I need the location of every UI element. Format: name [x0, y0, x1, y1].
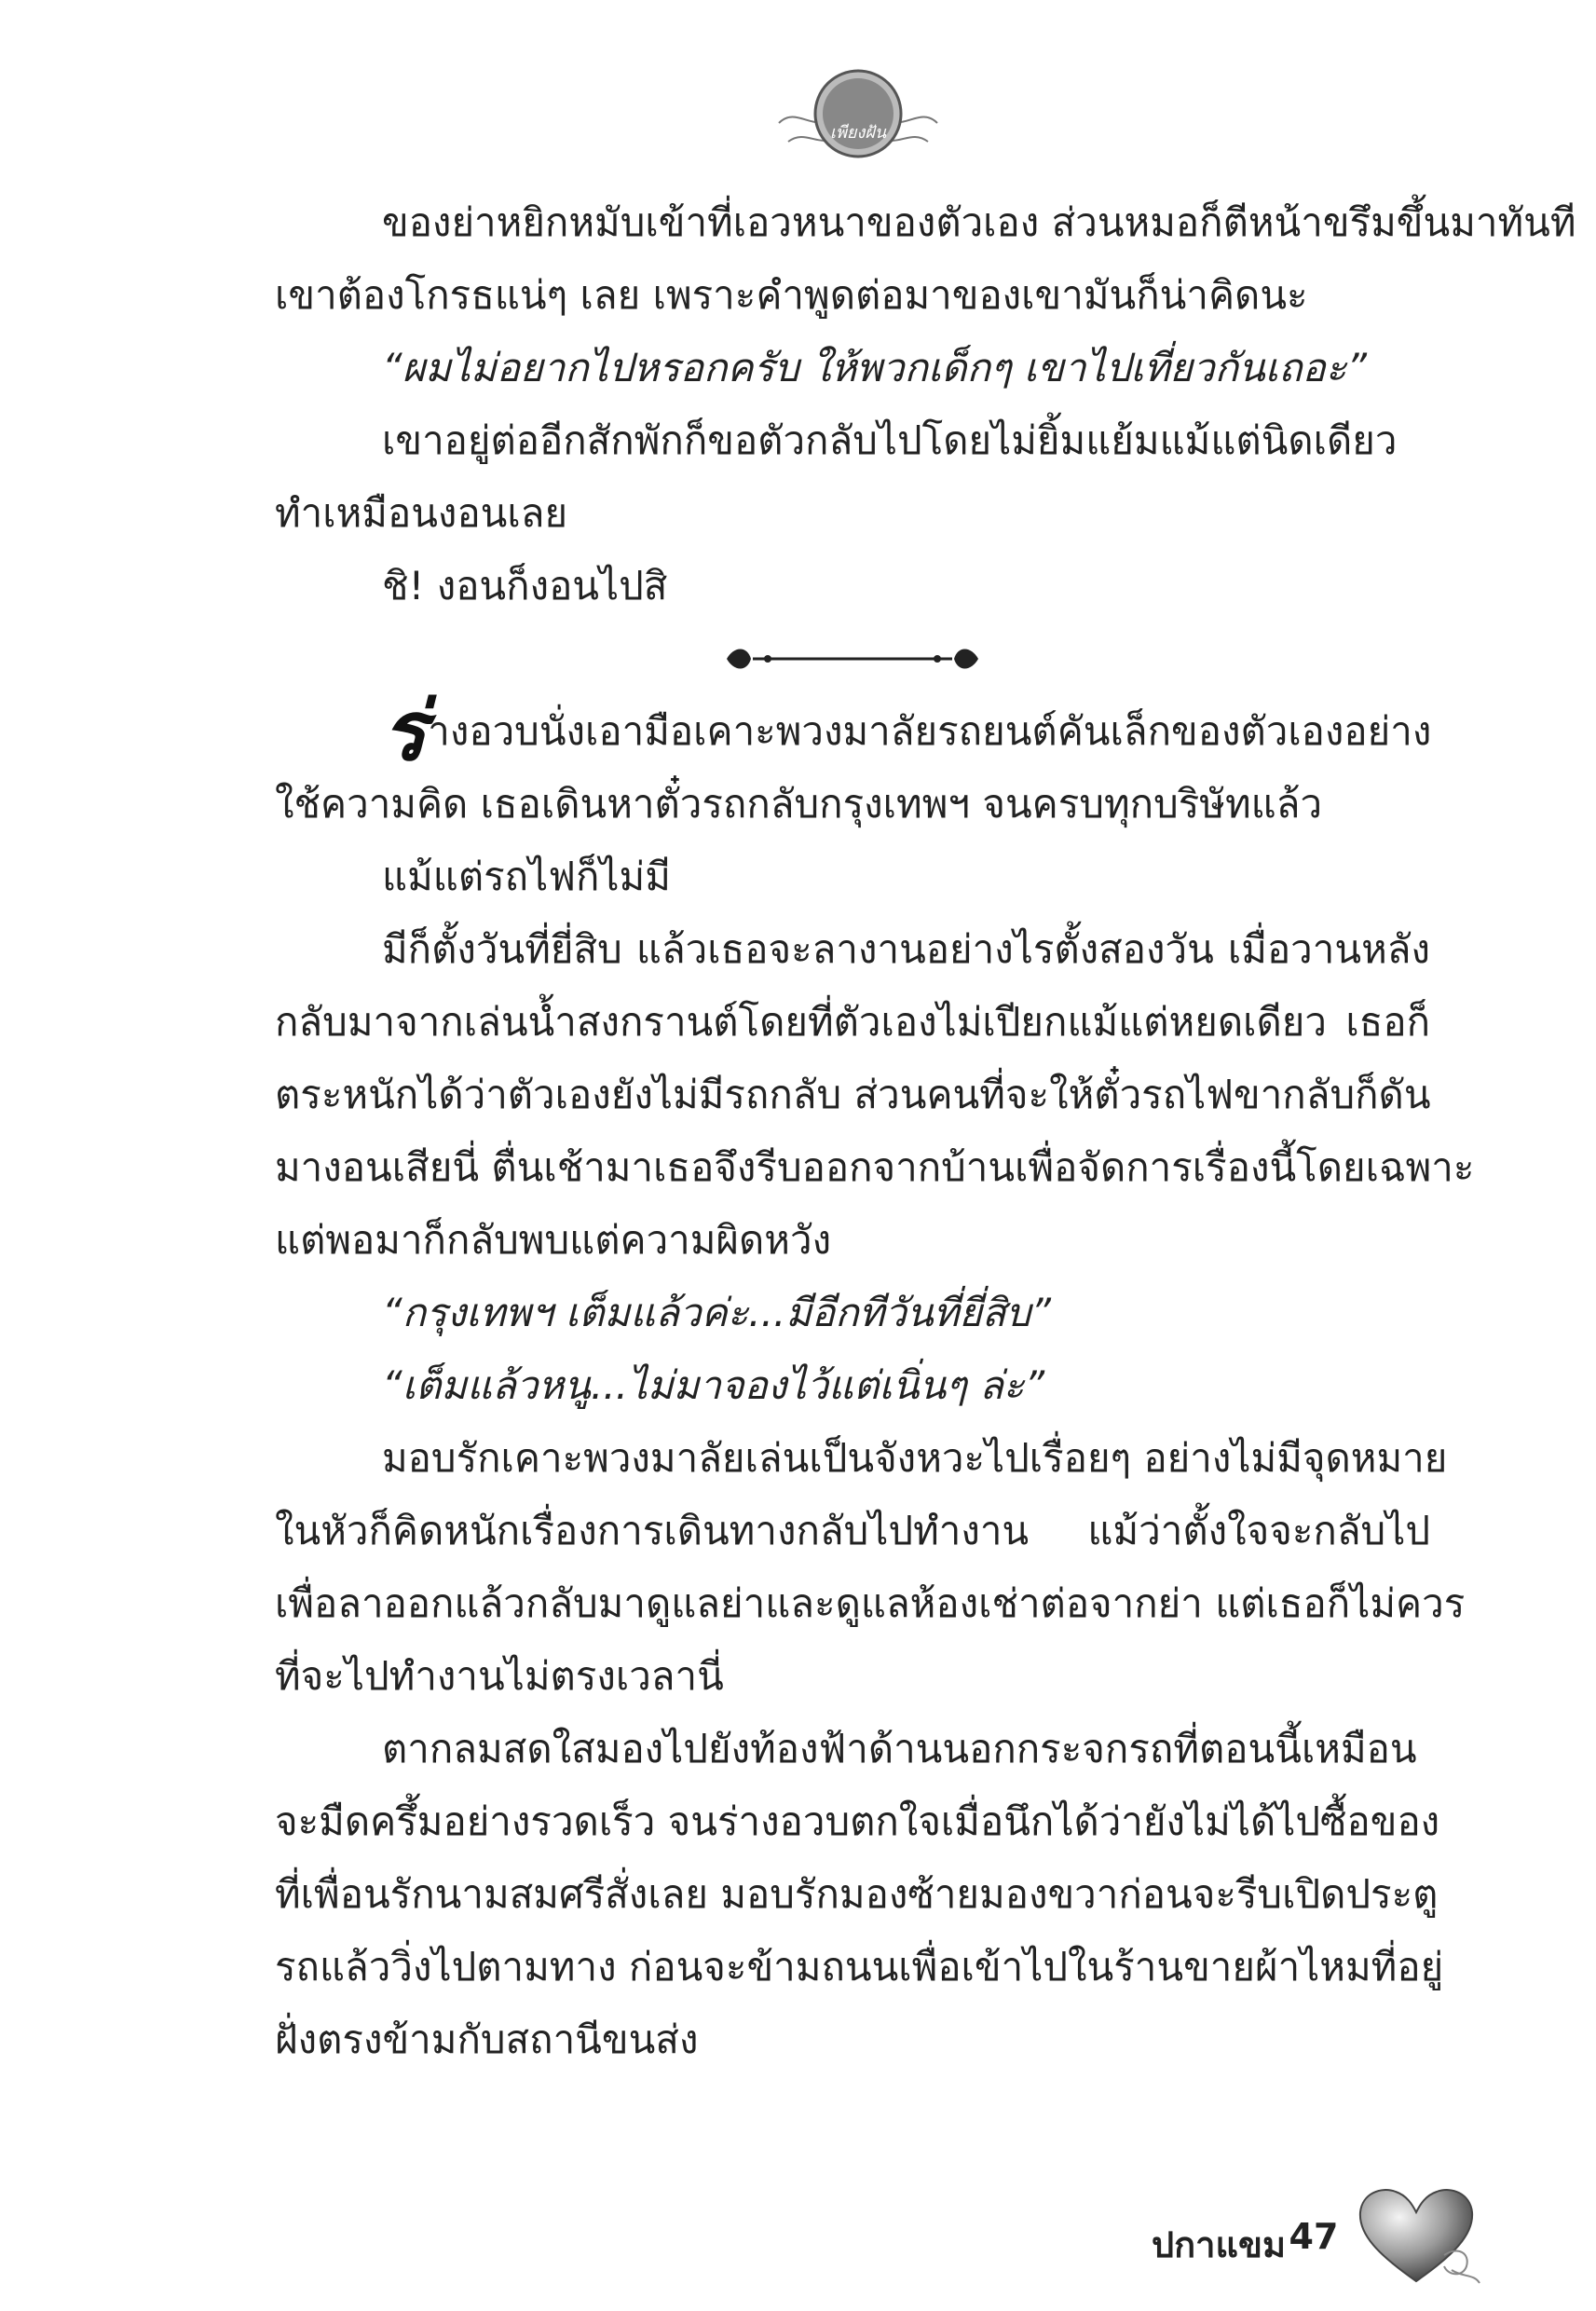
ornament-divider — [275, 622, 1430, 695]
text-line: “เต็มแล้วหนู...ไม่มาจองไว้แต่เนิ่นๆ ล่ะ” — [382, 1362, 1045, 1408]
text-line: “ผมไม่อยากไปหรอกครับ ให้พวกเด็กๆ เขาไปเที่ยวกันเถอะ” — [382, 345, 1368, 390]
text-line: มางอนเสียนี่ ตื่นเช้ามาเธอจึงรีบออกจากบ้านเพื่อจัดการเรื่องนี้โดยเฉพาะ — [275, 1144, 1475, 1190]
dropcap-line-text: างอวบนั่งเอามือเคาะพวงมาลัยรถยนต์คันเล็กของตัวเองอย่าง — [428, 708, 1432, 754]
text-line: มอบรักเคาะพวงมาลัยเล่นเป็นจังหวะไปเรื่อยๆ อย่างไม่มีจุดหมาย — [382, 1435, 1448, 1481]
text-line: “กรุงเทพฯ เต็มแล้วค่ะ...มีอีกทีวันที่ยี่สิบ” — [382, 1290, 1051, 1335]
text-line: รถแล้ววิ่งไปตามทาง ก่อนจะข้ามถนนเพื่อเข้าไปในร้านขายผ้าไหมที่อยู่ — [275, 1944, 1444, 1990]
text-line: ฝั่งตรงข้ามกับสถานีขนส่ง — [275, 2017, 699, 2062]
text-line: ใช้ความคิด เธอเดินหาตั๋วรถกลับกรุงเทพฯ จนครบทุกบริษัทแล้ว — [275, 781, 1323, 827]
text-line: แต่พอมาก็กลับพบแต่ความผิดหวัง — [275, 1217, 832, 1263]
text-line: กลับมาจากเล่นน้ำสงกรานต์โดยที่ตัวเองไม่เปียกแม้แต่หยดเดียว เธอก็ — [275, 999, 1430, 1045]
text-line: มีก็ตั้งวันที่ยี่สิบ แล้วเธอจะลางานอย่างไรตั้งสองวัน เมื่อวานหลัง — [382, 926, 1430, 972]
text-line: จะมืดครึ้มอย่างรวดเร็ว จนร่างอวบตกใจเมื่อนึกได้ว่ายังไม่ได้ไปซื้อของ — [275, 1798, 1440, 1844]
body-text — [275, 186, 1576, 2076]
text-line: ตระหนักได้ว่าตัวเองยังไม่มีรถกลับ ส่วนคนที่จะให้ตั๋วรถไฟขากลับก็ดัน — [275, 1072, 1431, 1117]
section-two — [275, 768, 1475, 2076]
text-line: ที่เพื่อนรักนามสมศรีสั่งเลย มอบรักมองซ้ายมองขวาก่อนจะรีบเปิดประตู — [275, 1871, 1439, 1917]
text-line: ตากลมสดใสมองไปยังท้องฟ้าด้านนอกกระจกรถที่ตอนนี้เหมือน — [382, 1726, 1417, 1771]
dropcap-line — [275, 683, 1432, 779]
text-line: เขาอยู่ต่ออีกสักพักก็ขอตัวกลับไปโดยไม่ยิ้มแย้มแม้แต่นิดเดียว — [382, 417, 1398, 463]
text-line: เพื่อลาออกแล้วกลับมาดูแลย่าและดูแลห้องเช่าต่อจากย่า แต่เธอก็ไม่ควร — [275, 1580, 1466, 1626]
heart-icon — [1351, 2181, 1491, 2292]
section-one — [275, 186, 1576, 622]
text-line: ของย่าหยิกหมับเข้าที่เอวหนาของตัวเอง ส่วนหมอก็ตีหน้าขรึมขึ้นมาทันที — [382, 199, 1576, 245]
dropcap-letter: ร่ — [382, 683, 427, 779]
text-line: ทำเหมือนงอนเลย — [275, 490, 568, 536]
header-emblem — [770, 48, 947, 170]
text-line: แม้แต่รถไฟก็ไม่มี — [382, 854, 671, 899]
text-line: ที่จะไปทำงานไม่ตรงเวลานี่ — [275, 1653, 724, 1699]
text-line: ชิ! งอนก็งอนไปสิ — [382, 563, 668, 609]
flourish-icon — [717, 642, 988, 676]
book-title: ปกาแขม — [1152, 2224, 1286, 2265]
emblem-text: เพียงฝัน — [829, 123, 887, 143]
page-footer — [1071, 2190, 1556, 2292]
text-line: เขาต้องโกรธแน่ๆ เลย เพราะคำพูดต่อมาของเขามันก็น่าคิดนะ — [275, 272, 1308, 318]
text-line: ในหัวก็คิดหนักเรื่องการเดินทางกลับไปทำงาน แม้ว่าตั้งใจจะกลับไป — [275, 1508, 1430, 1553]
page-number: 47 — [1289, 2216, 1339, 2257]
